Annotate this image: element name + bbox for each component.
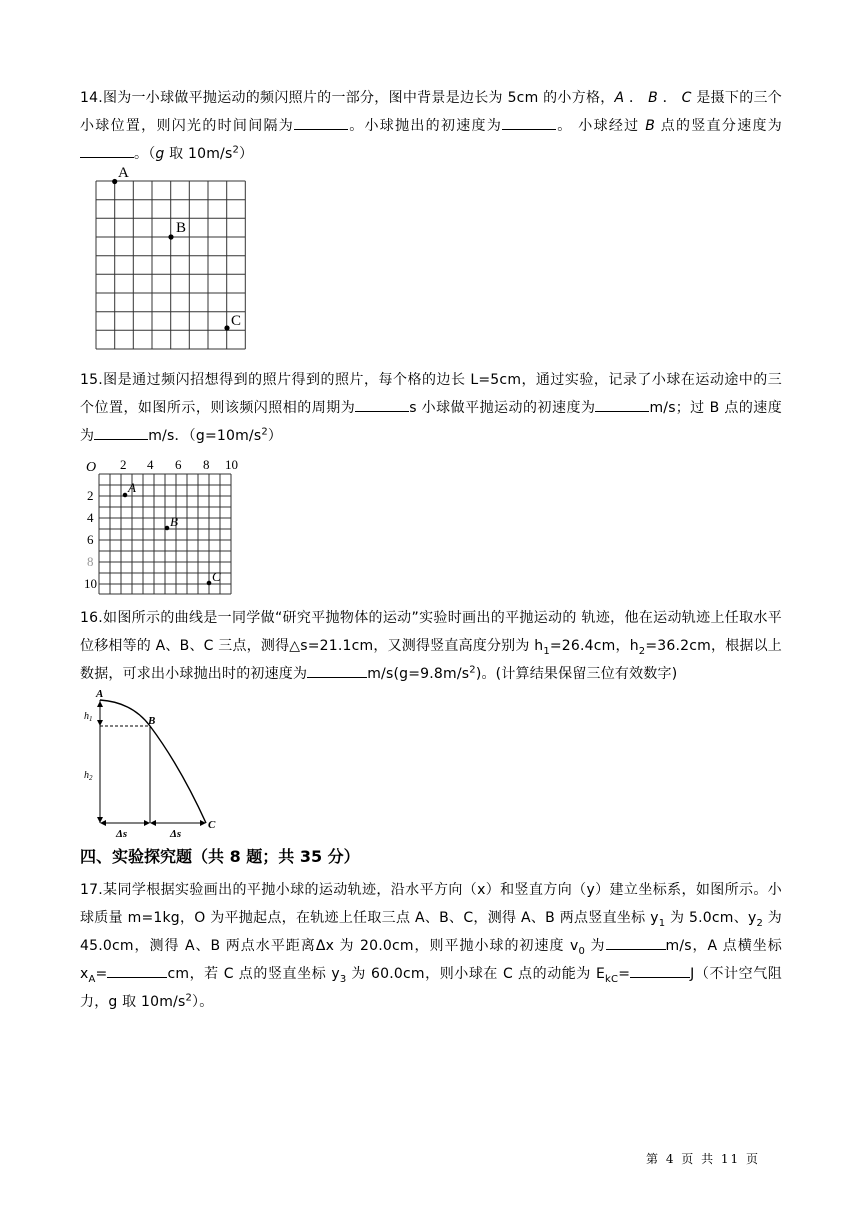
q14-text-4: 。 小球经过 — [556, 118, 646, 134]
q15-text-4: m/s．（g=10m/s — [148, 428, 262, 444]
h1-label — [84, 711, 93, 723]
q17-text-3: 为 45.0cm，测得 A、B 两点水平距离Δx 为 20.0cm，则平抛小球的初速度 v — [80, 910, 782, 954]
fig-label-b: B — [170, 514, 178, 529]
q17-text-4: 为 — [585, 938, 606, 954]
superscript: 2 — [261, 426, 268, 438]
superscript: 2 — [232, 144, 240, 156]
superscript: 2 — [185, 992, 193, 1004]
q14-text-5: 点的竖直分速度为 — [655, 118, 782, 134]
q16-text-2: =26.4cm，h — [549, 638, 639, 654]
fig-label-b: B — [148, 715, 156, 727]
page-footer: 第 4 页 共 11 页 — [646, 1152, 760, 1166]
subscript: 2 — [756, 917, 764, 929]
fig-label-a: A — [118, 165, 129, 181]
point-b-label: B — [645, 118, 655, 134]
question-17 — [80, 876, 782, 1016]
point-c — [207, 581, 212, 586]
q17-text-9: = — [618, 966, 631, 982]
fig-label-a: A — [128, 480, 136, 495]
q14-figure — [92, 164, 254, 354]
fig-label-c: C — [212, 569, 221, 584]
g-symbol: g — [155, 146, 165, 162]
q17-text-8: 为 60.0cm，则小球在 C 点的动能为 E — [346, 966, 606, 982]
q14-sep-1: ． — [624, 90, 649, 106]
q16-text-4: m/s(g=9.8m/s — [367, 666, 470, 682]
y-tick-label: 10 — [84, 576, 97, 591]
subscript: 0 — [578, 945, 586, 957]
answer-blank[interactable] — [595, 397, 649, 412]
question-number: 14. — [80, 90, 103, 106]
answer-blank[interactable] — [94, 425, 148, 440]
q14-text-1: 图为一小球做平抛运动的频闪照片的一部分，图中背景是边长为 5cm 的小方格， — [102, 90, 615, 106]
q17-text-7: cm，若 C 点的竖直坐标 y — [167, 966, 340, 982]
fig-label-b: B — [176, 220, 187, 236]
q15-text-2: s 小球做平抛运动的初速度为 — [409, 400, 596, 416]
x-tick-label: 4 — [147, 457, 154, 472]
h1-symbol: h — [84, 711, 89, 722]
question-number: 17. — [80, 882, 103, 898]
q16-figure — [80, 686, 225, 840]
q16-text-1: 如图所示的曲线是一同学做“研究平抛物体的运动”实验时画出的平抛运动的 轨迹，他在运动轨迹上任取水平位移相等的 A、B、C 三点，测得△s=21.1cm，又测得竖直高度分别为 h — [80, 610, 782, 654]
question-14 — [80, 84, 782, 168]
q15-grid-svg — [84, 456, 249, 596]
h2-symbol: h — [84, 770, 89, 781]
question-16 — [80, 604, 782, 688]
superscript: 2 — [469, 664, 476, 676]
point-c-label: C — [681, 90, 692, 106]
q17-text-10: J（不计空气阻力，g 取 10m/s — [80, 966, 782, 1010]
fig-label-c: C — [231, 313, 242, 329]
subscript: 1 — [658, 917, 666, 929]
q15-text-3: m/s；过 B 点的速度为 — [80, 400, 782, 444]
q17-text-6: = — [95, 966, 108, 982]
q16-trajectory-svg — [80, 686, 225, 840]
q15-figure — [84, 456, 249, 596]
q14-text-6: 。（ — [134, 146, 156, 162]
q14-grid-svg — [92, 164, 254, 354]
question-number: 16. — [80, 610, 103, 626]
fig-label-c: C — [208, 819, 216, 831]
point-b — [165, 526, 170, 531]
x-tick-label: 10 — [225, 457, 238, 472]
point-a — [112, 179, 117, 184]
question-15 — [80, 366, 782, 450]
question-number: 15. — [80, 372, 103, 388]
h1-subscript: 1 — [89, 715, 93, 723]
x-tick-label: 2 — [120, 457, 127, 472]
q14-sep-2: ． — [657, 90, 682, 106]
x-tick-label: 8 — [203, 457, 210, 472]
h2-subscript: 2 — [89, 774, 93, 782]
fig-label-a: A — [96, 688, 104, 700]
q17-text-5: m/s，A 点横坐标 x — [80, 938, 782, 982]
point-c — [224, 325, 229, 330]
point-a — [123, 493, 128, 498]
subscript: 2 — [638, 645, 646, 657]
q16-text-5: )。(计算结果保留三位有效数字) — [475, 666, 678, 682]
answer-blank[interactable] — [80, 143, 134, 158]
answer-blank[interactable] — [307, 663, 367, 678]
q15-text-1: 图是通过频闪招想得到的照片得到的照片，每个格的边长 L=5cm，通过实验，记录了小球在运动途中的三个位置，如图所示，则该频闪照相的周期为 — [80, 372, 782, 416]
x-tick-label: 6 — [175, 457, 182, 472]
answer-blank[interactable] — [630, 963, 690, 978]
point-a-label: A — [614, 90, 625, 106]
answer-blank[interactable] — [355, 397, 409, 412]
y-tick-label: 6 — [87, 532, 94, 547]
q14-text-8: ） — [239, 146, 254, 162]
q14-text-3: 。小球抛出的初速度为 — [348, 118, 503, 134]
subscript: 1 — [543, 645, 550, 657]
point-b-label: B — [648, 90, 658, 106]
origin-label: O — [86, 460, 97, 475]
subscript: A — [88, 973, 96, 985]
answer-blank[interactable] — [502, 115, 556, 130]
q17-text-11: ）。 — [192, 994, 214, 1010]
q17-text-2: 为 5.0cm、y — [665, 910, 757, 926]
point-b — [168, 234, 173, 239]
q14-text-7: 取 10m/s — [164, 146, 233, 162]
q15-text-5: ） — [267, 428, 283, 444]
h2-label — [84, 770, 93, 782]
answer-blank[interactable] — [294, 115, 348, 130]
ds2-label: Δs — [170, 828, 182, 840]
q17-text-1: 某同学根据实验画出的平抛小球的运动轨迹，沿水平方向（x）和竖直方向（y）建立坐标系，如图所示。小球质量 m=1kg，O 为平抛起点，在轨迹上任取三点 A、B、C，测得 A、B 两点竖直坐标 y — [80, 882, 782, 926]
y-tick-label: 4 — [87, 510, 94, 525]
q16-text-3: =36.2cm，根据以上数据，可求出小球抛出时的初速度为 — [80, 638, 783, 682]
subscript: kC — [605, 973, 619, 985]
answer-blank[interactable] — [606, 935, 666, 950]
subscript: 3 — [339, 973, 347, 985]
q14-text-2: 是摄下的三个小球位置，则闪光的时间间隔为 — [80, 90, 782, 134]
y-tick-label: 8 — [87, 554, 94, 569]
section-heading: 四、实验探究题（共 8 题；共 35 分） — [80, 847, 360, 866]
y-tick-label: 2 — [87, 488, 94, 503]
answer-blank[interactable] — [107, 963, 167, 978]
ds1-label: Δs — [116, 828, 128, 840]
q14-grid — [96, 181, 245, 349]
